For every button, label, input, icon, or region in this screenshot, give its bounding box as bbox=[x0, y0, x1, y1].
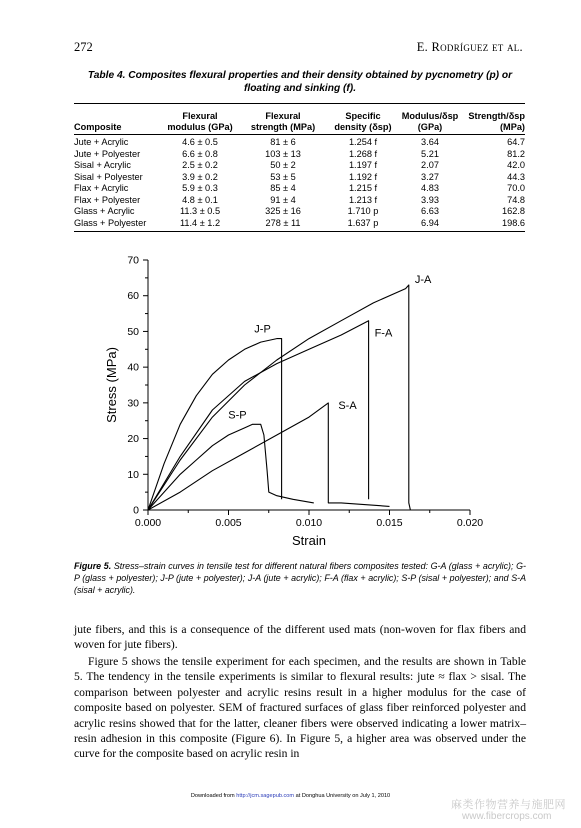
table-cell: 325 ± 16 bbox=[265, 206, 301, 216]
column-header: Modulus/δsp (GPa) bbox=[401, 111, 459, 132]
table-cell: 11.4 ± 1.2 bbox=[179, 217, 221, 228]
table-cell: 42.0 bbox=[507, 160, 525, 170]
table-cell: 64.7 bbox=[507, 137, 525, 147]
series-line-j-a bbox=[148, 285, 410, 510]
series-label-f-a: F-A bbox=[374, 327, 393, 340]
running-head-text: E. Rodríguez et al. bbox=[416, 40, 523, 54]
y-tick-label: 10 bbox=[127, 468, 139, 481]
table-cell: 74.8 bbox=[507, 194, 525, 205]
watermark-chinese: 麻类作物营养与施肥网 bbox=[451, 799, 566, 811]
table-cell: 1.710 p bbox=[347, 206, 379, 216]
table-cell: 3.27 bbox=[421, 171, 439, 182]
series-label-s-a: S-A bbox=[338, 399, 357, 412]
table-cell: 3.93 bbox=[421, 194, 439, 205]
y-tick-label: 40 bbox=[127, 361, 139, 374]
y-axis-label: Stress (MPa) bbox=[104, 347, 119, 423]
table-cell: 1.215 f bbox=[348, 183, 378, 193]
series-line-j-p bbox=[148, 339, 282, 510]
table-cell: 1.254 f bbox=[348, 137, 378, 147]
table-cell: 4.83 bbox=[421, 183, 439, 193]
footer-prefix: Downloaded from bbox=[190, 793, 237, 799]
table-cell: 1.268 f bbox=[348, 148, 378, 159]
column-header: Strength/δsp (MPa) bbox=[468, 111, 525, 132]
table-cell: Sisal + Polyester bbox=[74, 171, 143, 182]
series-line-s-a bbox=[148, 403, 390, 510]
figure-caption bbox=[74, 560, 526, 596]
x-axis-label: Strain bbox=[292, 533, 326, 548]
table-cell: 6.63 bbox=[421, 206, 439, 216]
table-row bbox=[74, 195, 525, 207]
column-header: Flexural modulus (GPa) bbox=[167, 111, 233, 132]
table-cell: 2.5 ± 0.2 bbox=[182, 160, 218, 170]
y-tick-label: 0 bbox=[133, 504, 139, 517]
series-line-s-p bbox=[148, 424, 314, 510]
stress-strain-chart bbox=[100, 252, 490, 552]
y-tick-label: 20 bbox=[127, 433, 139, 446]
page-number: 272 bbox=[74, 40, 93, 54]
x-tick-label: 0.000 bbox=[134, 517, 162, 529]
series-line-f-a bbox=[148, 321, 369, 510]
body-paragraph: jute fibers, and this is a consequence of the different used mats (non-woven for flax fibers and woven for jute fibers). bbox=[74, 623, 526, 652]
table-cell: 1.213 f bbox=[348, 194, 378, 205]
table-cell: 2.07 bbox=[421, 160, 439, 170]
table-top-rule bbox=[74, 103, 525, 104]
table-cell: 91 ± 4 bbox=[270, 194, 296, 205]
x-tick-label: 0.005 bbox=[215, 517, 242, 529]
table-cell: 3.9 ± 0.2 bbox=[182, 171, 218, 182]
table-cell: Sisal + Acrylic bbox=[74, 160, 131, 170]
table-cell: 4.8 ± 0.1 bbox=[182, 194, 218, 205]
column-header: Composite bbox=[74, 122, 122, 132]
table-cell: 81.2 bbox=[507, 148, 525, 159]
table-cell: 50 ± 2 bbox=[270, 160, 296, 170]
watermark-url: www.fibercrops.com bbox=[462, 811, 552, 822]
table-caption bbox=[74, 70, 526, 95]
series-label-j-a: J-A bbox=[414, 274, 432, 286]
table-cell: 53 ± 5 bbox=[270, 171, 296, 182]
figure-label: Figure 5. bbox=[74, 561, 112, 571]
x-tick-label: 0.010 bbox=[295, 517, 323, 529]
table-cell: 5.21 bbox=[421, 148, 439, 159]
series-label-j-p: J-P bbox=[254, 323, 271, 336]
running-head-authors bbox=[417, 40, 523, 55]
table-cell: 81 ± 6 bbox=[270, 137, 296, 147]
table-cell: 4.6 ± 0.5 bbox=[182, 137, 218, 147]
table-cell: 44.3 bbox=[507, 171, 525, 182]
table-cell: 85 ± 4 bbox=[270, 183, 296, 193]
table-cell: 3.64 bbox=[421, 137, 439, 147]
table-cell: 278 ± 11 bbox=[265, 217, 301, 228]
column-header: Flexural strength (MPa) bbox=[250, 111, 316, 132]
table-cell: Jute + Acrylic bbox=[74, 137, 129, 147]
table-cell: Flax + Polyester bbox=[74, 194, 141, 205]
table-bottom-rule bbox=[74, 231, 525, 232]
flexural-properties-table bbox=[74, 107, 525, 229]
table-cell: 1.637 p bbox=[347, 217, 379, 228]
table-cell: 198.6 bbox=[502, 217, 525, 228]
table-cell: 5.9 ± 0.3 bbox=[182, 183, 218, 193]
table-label: Table 4. bbox=[87, 70, 126, 81]
table-cell: 1.192 f bbox=[348, 171, 378, 182]
x-tick-label: 0.020 bbox=[456, 517, 484, 529]
table-cell: 6.6 ± 0.8 bbox=[182, 148, 218, 159]
table-cell: 6.94 bbox=[421, 217, 439, 228]
y-tick-label: 30 bbox=[127, 397, 139, 410]
figure-caption-text: Stress–strain curves in tensile test for different natural fibers composites tested: G-A (glass + acrylic); G-P (glass + polyester); J-P (jute + polyester); J-A (jute + acrylic); F-A (flax + acrylic); S-P (sisal + polyester); and S-A (sisal + acrylic). bbox=[74, 561, 526, 595]
table-cell: 103 ± 13 bbox=[265, 148, 301, 159]
table-caption-text: Composites flexural properties and their density obtained by pycnometry (p) or floating and sinking (f). bbox=[128, 70, 513, 94]
column-header: Specific density (δsp) bbox=[334, 111, 392, 132]
table-row bbox=[74, 149, 525, 161]
table-row bbox=[74, 137, 525, 149]
body-paragraph: Figure 5 shows the tensile experiment for each specimen, and the results are shown in Table 5. The tendency in the tensile experiments is similar to flexural results: jute ≈ flax > sisal. The comparison between polyester and acrylic resins result in a higher modulus for the case of composite based on polyester. SEM of fractured surfaces of glass fiber reinforced polyester and acrylic resins showed that for the latter, cleaner fibers were observed indicating a lower matrix–resin adhesion in this composite (Figure 6). In Figure 5, a higher area was observed under the curve for the composite based on acrylic resin in bbox=[74, 655, 526, 761]
table-row bbox=[74, 183, 525, 195]
y-tick-label: 70 bbox=[127, 254, 139, 267]
table-row bbox=[74, 160, 525, 172]
chart-svg bbox=[100, 252, 490, 552]
table-header-row bbox=[74, 107, 525, 133]
table-cell: Glass + Acrylic bbox=[74, 206, 135, 216]
y-tick-label: 50 bbox=[127, 325, 139, 338]
table-cell: 162.8 bbox=[502, 206, 525, 216]
x-tick-label: 0.015 bbox=[376, 517, 403, 529]
table-cell: Flax + Acrylic bbox=[74, 183, 129, 193]
table-cell: 11.3 ± 0.5 bbox=[179, 206, 221, 216]
y-tick-label: 60 bbox=[127, 290, 139, 303]
footer-link[interactable]: http://jcm.sagepub.com bbox=[236, 793, 295, 799]
footer-suffix: at Donghua University on July 1, 2010 bbox=[294, 793, 391, 799]
table-cell: Glass + Polyester bbox=[74, 217, 147, 228]
table-cell: Jute + Polyester bbox=[74, 148, 141, 159]
table-cell: 1.197 f bbox=[348, 160, 378, 170]
series-label-s-p: S-P bbox=[228, 409, 247, 422]
table-row bbox=[74, 206, 525, 218]
table-row bbox=[74, 172, 525, 184]
table-row bbox=[74, 218, 525, 230]
table-cell: 70.0 bbox=[507, 183, 525, 193]
